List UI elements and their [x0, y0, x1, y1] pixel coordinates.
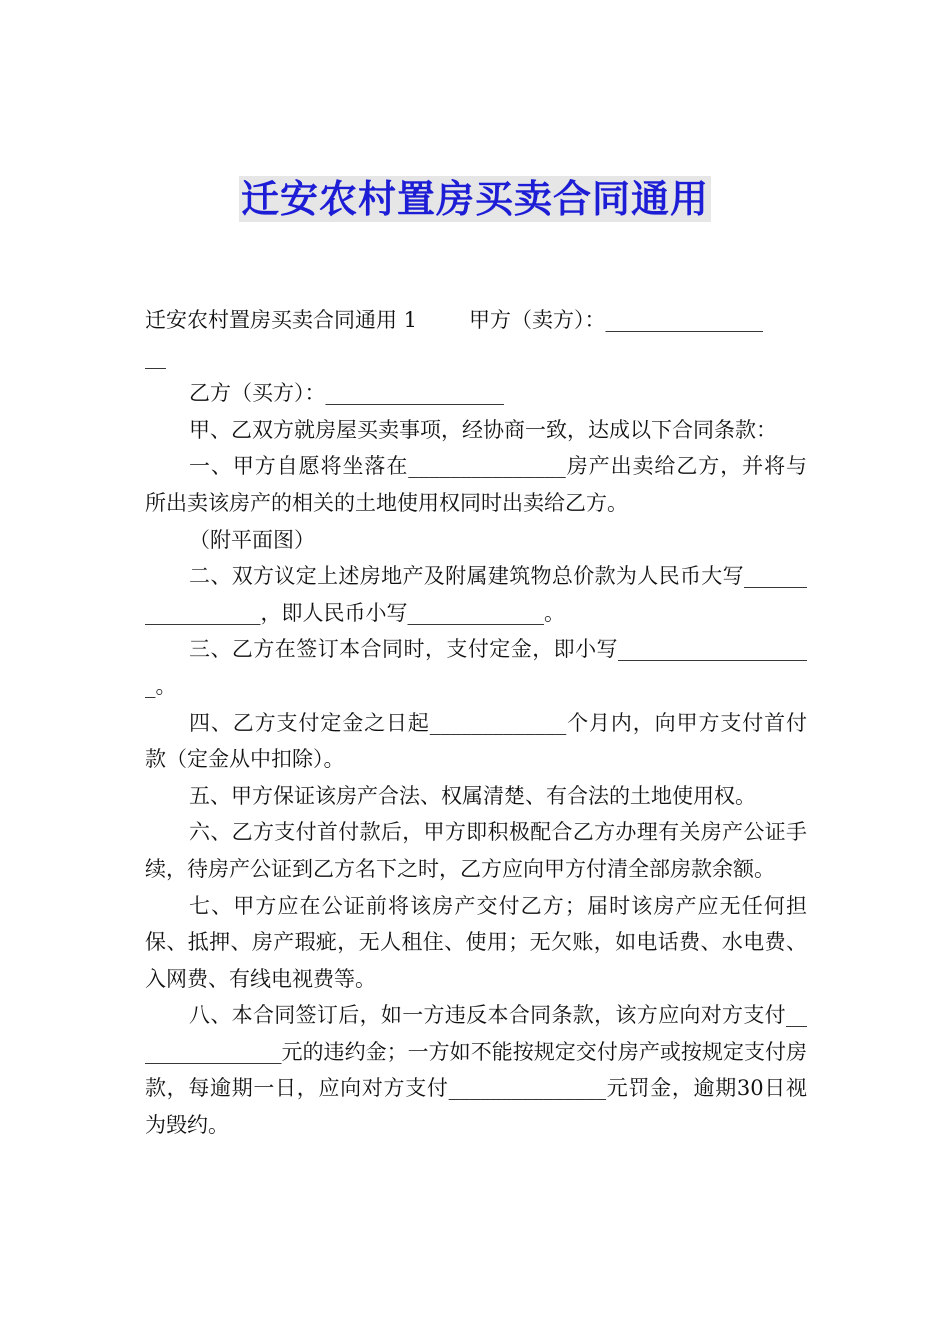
- clause-8: 八、本合同签订后，如一方违反本合同条款，该方应向对方支付_______________元的违约金；一方如不能按规定交付房产或按规定支付房款，每逾期一日，应向对方支付_______________元罚金，逾期30日视为毁约。: [145, 1003, 807, 1138]
- clause-1: 一、甲方自愿将坐落在_______________房产出卖给乙方，并将与所出卖该房产的相关的土地使用权同时出卖给乙方。: [145, 454, 807, 515]
- clause-4: 四、乙方支付定金之日起_____________个月内，向甲方支付首付款（定金从中扣除）。: [145, 710, 807, 772]
- clause-7: 七、甲方应在公证前将该房产交付乙方；届时该房产应无任何担保、抵押、房产瑕疵，无人租住、使用；无欠账，如电话费、水电费、入网费、有线电视费等。: [145, 893, 807, 991]
- party-a-line-continued: __: [145, 344, 166, 369]
- title-container: [0, 176, 950, 222]
- document-body: [145, 302, 807, 1144]
- paragraph-intro: 甲、乙双方就房屋买卖事项，经协商一致，达成以下合同条款：: [189, 417, 777, 442]
- clause-2: 二、双方议定上述房地产及附属建筑物总价款为人民币大写_________________，即人民币小写_____________。: [145, 564, 807, 625]
- doc-subtitle: 迁安农村置房买卖合同通用 1: [145, 308, 418, 332]
- paragraph-header: [145, 302, 807, 375]
- floor-plan-note: （附平面图）: [189, 527, 315, 552]
- party-a-line: 甲方（卖方）：_______________: [469, 308, 764, 332]
- clause-6: 六、乙方支付首付款后，甲方即积极配合乙方办理有关房产公证手续，待房产公证到乙方名下之时，乙方应向甲方付清全部房款余额。: [145, 820, 807, 881]
- clause-3: 三、乙方在签订本合同时，支付定金，即小写___________________。: [145, 637, 807, 698]
- document-title: 迁安农村置房买卖合同通用: [240, 177, 709, 221]
- party-b-line: 乙方（买方）：_________________: [189, 381, 504, 406]
- clause-5: 五、甲方保证该房产合法、权属清楚、有合法的土地使用权。: [189, 783, 756, 808]
